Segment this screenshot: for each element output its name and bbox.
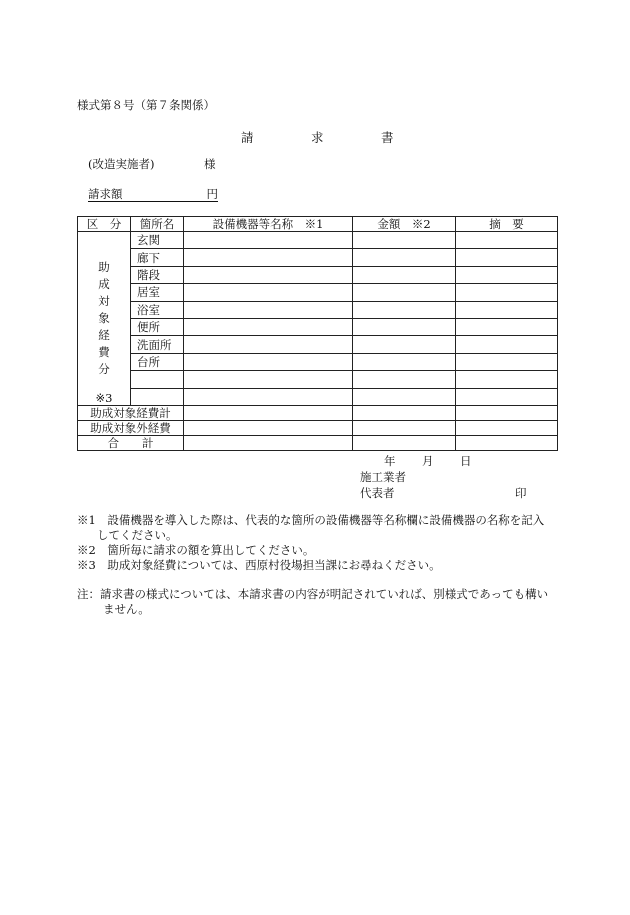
summary-label: 助成対象外経費 <box>78 421 184 436</box>
remarks-cell[interactable] <box>456 232 558 249</box>
amount-cell[interactable] <box>353 319 456 336</box>
amount-cell[interactable] <box>353 284 456 301</box>
table-row <box>78 319 558 336</box>
amount-cell[interactable] <box>353 421 456 436</box>
amount-cell[interactable] <box>353 353 456 370</box>
header-amount: 金額 ※2 <box>353 217 456 232</box>
kubun-subsidized <box>78 232 131 406</box>
equipment-cell[interactable] <box>184 284 353 301</box>
summary-row-subsidized-total <box>78 406 558 421</box>
representative-label: 代表者 <box>360 486 395 500</box>
table-row <box>78 232 558 249</box>
addressee-label: (改造実施者) <box>88 157 155 171</box>
table-row <box>78 249 558 266</box>
date-month: 月 <box>422 454 434 468</box>
place-cell: 階段 <box>131 266 184 283</box>
remarks-cell[interactable] <box>456 421 558 436</box>
invoice-table <box>77 216 558 451</box>
remarks-cell[interactable] <box>456 388 558 405</box>
equipment-cell[interactable] <box>184 232 353 249</box>
place-cell[interactable] <box>131 388 184 405</box>
equipment-cell[interactable] <box>184 336 353 353</box>
amount-cell[interactable] <box>353 336 456 353</box>
equipment-cell[interactable] <box>184 371 353 388</box>
note-1-continued: してください。 <box>97 528 178 542</box>
table-row <box>78 371 558 388</box>
footnote-section <box>77 587 561 617</box>
amount-cell[interactable] <box>353 388 456 405</box>
header-equipment: 設備機器等名称 ※1 <box>184 217 353 232</box>
remarks-cell[interactable] <box>456 371 558 388</box>
title-char-2: 求 <box>311 130 324 145</box>
amount-unit: 円 <box>206 187 218 201</box>
document-title <box>241 128 394 146</box>
amount-cell[interactable] <box>353 406 456 421</box>
equipment-cell[interactable] <box>184 353 353 370</box>
kubun-char: 対 <box>98 294 110 309</box>
remarks-cell[interactable] <box>456 266 558 283</box>
title-char-1: 請 <box>241 130 254 145</box>
equipment-cell[interactable] <box>184 301 353 318</box>
kubun-char: 成 <box>98 277 110 292</box>
amount-cell[interactable] <box>353 249 456 266</box>
note-1: ※1 設備機器を導入した際は、代表的な箇所の設備機器等名称欄に設備機器の名称を記入 <box>77 513 545 527</box>
equipment-cell[interactable] <box>184 436 353 451</box>
table-row <box>78 301 558 318</box>
kubun-char: 経 <box>98 328 110 343</box>
addressee-honorific: 様 <box>204 157 216 171</box>
note-2: ※2 箇所毎に請求の額を算出してください。 <box>77 543 315 557</box>
equipment-cell[interactable] <box>184 249 353 266</box>
amount-cell[interactable] <box>353 436 456 451</box>
note-3: ※3 助成対象経費については、西原村役場担当課にお尋ねください。 <box>77 558 441 572</box>
addressee-line <box>88 156 216 172</box>
form-number: 様式第８号（第７条関係） <box>77 98 215 112</box>
remarks-cell[interactable] <box>456 353 558 370</box>
place-cell: 便所 <box>131 319 184 336</box>
place-cell: 浴室 <box>131 301 184 318</box>
kubun-note: ※3 <box>95 391 113 406</box>
contractor-label: 施工業者 <box>360 470 406 484</box>
table-row <box>78 336 558 353</box>
date-line <box>384 453 472 469</box>
summary-label: 合 計 <box>78 436 184 451</box>
table-row <box>78 284 558 301</box>
title-char-3: 書 <box>381 130 394 145</box>
summary-label: 助成対象経費計 <box>78 406 184 421</box>
date-day: 日 <box>460 454 472 468</box>
equipment-cell[interactable] <box>184 388 353 405</box>
place-cell: 洗面所 <box>131 336 184 353</box>
equipment-cell[interactable] <box>184 406 353 421</box>
remarks-cell[interactable] <box>456 319 558 336</box>
footnote-line-2: ません。 <box>103 602 150 616</box>
seal-mark: 印 <box>515 486 527 500</box>
place-cell: 廊下 <box>131 249 184 266</box>
table-row <box>78 388 558 405</box>
place-cell: 居室 <box>131 284 184 301</box>
kubun-char: 費 <box>98 345 110 360</box>
summary-row-non-subsidized <box>78 421 558 436</box>
kubun-char: 分 <box>98 362 110 377</box>
remarks-cell[interactable] <box>456 436 558 451</box>
equipment-cell[interactable] <box>184 421 353 436</box>
summary-row-grand-total <box>78 436 558 451</box>
kubun-char: 助 <box>98 260 110 275</box>
footnote-line-1: 注：請求書の様式については、本請求書の内容が明記されていれば、別様式であっても構い <box>77 587 549 601</box>
header-place: 箇所名 <box>131 217 184 232</box>
header-kubun: 区 分 <box>78 217 131 232</box>
kubun-char: 象 <box>98 311 110 326</box>
remarks-cell[interactable] <box>456 406 558 421</box>
amount-cell[interactable] <box>353 301 456 318</box>
amount-line <box>88 186 218 202</box>
equipment-cell[interactable] <box>184 266 353 283</box>
remarks-cell[interactable] <box>456 284 558 301</box>
amount-cell[interactable] <box>353 266 456 283</box>
equipment-cell[interactable] <box>184 319 353 336</box>
place-cell: 台所 <box>131 353 184 370</box>
remarks-cell[interactable] <box>456 249 558 266</box>
table-row <box>78 353 558 370</box>
place-cell[interactable] <box>131 371 184 388</box>
table-row <box>78 266 558 283</box>
header-remarks: 摘 要 <box>456 217 558 232</box>
place-cell: 玄関 <box>131 232 184 249</box>
date-year: 年 <box>384 454 396 468</box>
remarks-cell[interactable] <box>456 301 558 318</box>
remarks-cell[interactable] <box>456 336 558 353</box>
amount-cell[interactable] <box>353 232 456 249</box>
amount-label: 請求額 <box>88 187 123 201</box>
table-header-row <box>78 217 558 232</box>
notes-section <box>77 513 561 573</box>
amount-cell[interactable] <box>353 371 456 388</box>
